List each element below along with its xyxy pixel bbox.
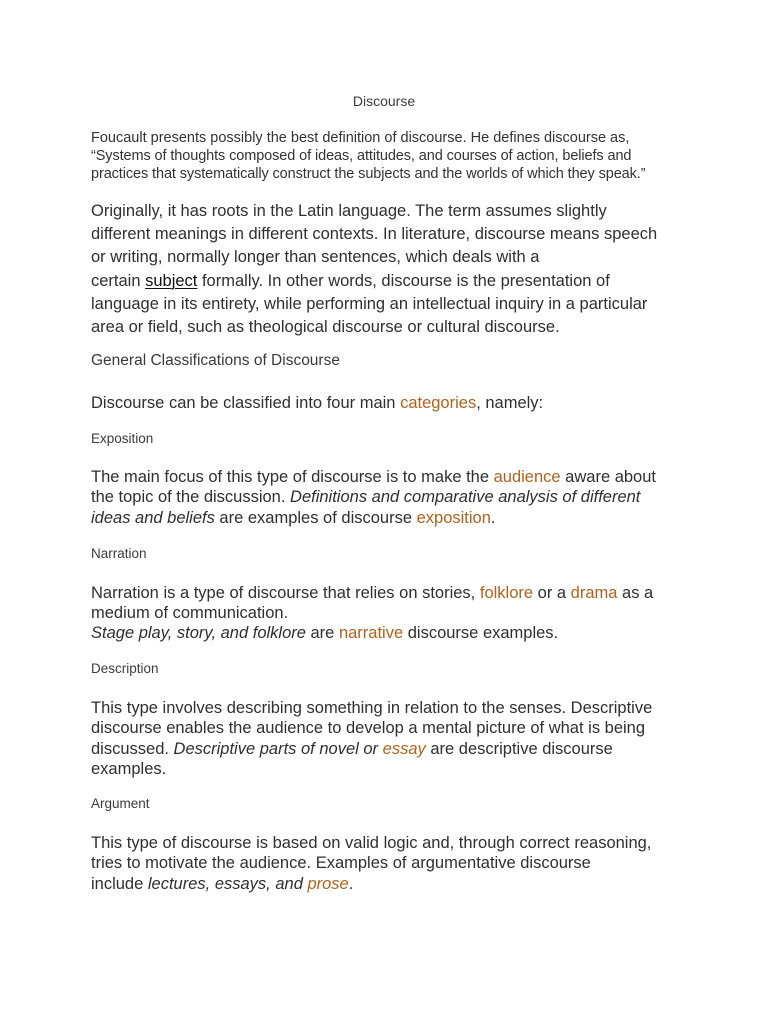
paragraph-line: This type involves describing something in relation to the senses. Descriptive <box>91 699 653 717</box>
paragraph-line: different meanings in different contexts. In literature, discourse means speech <box>91 225 658 244</box>
text-span: include <box>91 874 148 893</box>
paragraph-line: or writing, normally longer than sentences, which deals with a <box>91 248 540 267</box>
paragraph-line <box>91 583 681 603</box>
text-span: are examples of discourse <box>214 508 417 527</box>
text-span: as a <box>617 584 654 602</box>
italic-text: lectures, essays, and <box>147 874 308 893</box>
paragraph-line: This type of discourse is based on valid logic and, through correct reasoning, <box>91 834 652 852</box>
paragraph-line: medium of communication. <box>91 604 289 622</box>
text-span: aware about <box>560 468 656 486</box>
paragraph-line: Originally, it has roots in the Latin language. The term assumes slightly <box>91 202 607 220</box>
paragraph-line: examples. <box>91 760 167 779</box>
paragraph-line: area or field, such as theological discourse or cultural discourse. <box>91 318 560 337</box>
intro-paragraph <box>91 129 691 183</box>
paragraph-line <box>91 874 681 894</box>
text-span: Narration is a type of discourse that relies on stories, <box>91 584 480 602</box>
text-span: are <box>305 624 339 642</box>
paragraph-line <box>91 623 681 643</box>
origin-paragraph <box>91 200 681 339</box>
categories-link[interactable]: categories <box>400 394 477 412</box>
text-span: The main focus of this type of discourse is to make the <box>91 468 494 486</box>
exposition-paragraph <box>91 467 681 528</box>
narrative-link[interactable]: narrative <box>338 624 404 642</box>
exposition-heading: Exposition <box>91 431 154 446</box>
intro-quote-line: practices that systematically construct the subjects and the worlds of which they speak.” <box>91 166 646 182</box>
categories-paragraph <box>91 393 681 413</box>
drama-link[interactable]: drama <box>570 584 618 602</box>
paragraph-line: tries to motivate the audience. Examples of argumentative discourse <box>91 854 591 873</box>
italic-text: ideas and beliefs <box>91 508 215 527</box>
exposition-link[interactable]: exposition <box>416 508 491 527</box>
paragraph-line: language in its entirety, while performing an intellectual inquiry in a particular <box>91 294 648 313</box>
argument-paragraph <box>91 833 681 894</box>
folklore-link[interactable]: folklore <box>479 584 534 602</box>
text-span: , namely: <box>476 394 544 412</box>
document-title: Discourse <box>352 93 416 109</box>
italic-text: Stage play, story, and folklore <box>91 624 306 642</box>
prose-link[interactable]: prose <box>307 874 349 893</box>
text-span: are descriptive discourse <box>425 739 613 758</box>
intro-quote-line: “Systems of thoughts composed of ideas, attitudes, and courses of action, beliefs and <box>91 148 632 164</box>
paragraph-line <box>91 270 681 293</box>
description-paragraph <box>91 698 681 780</box>
argument-heading: Argument <box>91 796 150 811</box>
classifications-heading: General Classifications of Discourse <box>91 352 340 369</box>
paragraph-line: discourse enables the audience to develop a mental picture of what is being <box>91 719 646 738</box>
text-span: the topic of the discussion. <box>91 488 291 507</box>
text-span: discussed. <box>91 739 174 758</box>
description-heading: Description <box>91 661 159 676</box>
subject-link[interactable]: subject <box>145 271 198 290</box>
paragraph-line <box>91 487 681 507</box>
essay-link[interactable]: essay <box>382 739 426 758</box>
paragraph-line <box>91 739 681 759</box>
audience-link[interactable]: audience <box>493 468 561 486</box>
narration-paragraph <box>91 583 681 643</box>
text-span: certain <box>91 271 146 290</box>
text-span: or a <box>533 584 571 602</box>
paragraph-line <box>91 467 681 487</box>
italic-text: Definitions and comparative analysis of different <box>290 488 641 507</box>
narration-heading: Narration <box>91 546 147 561</box>
text-span: Discourse can be classified into four main <box>91 394 401 412</box>
text-span: . <box>490 508 496 527</box>
italic-text: Descriptive parts of novel or <box>173 739 383 758</box>
paragraph-line <box>91 508 681 528</box>
text-span: formally. In other words, discourse is the presentation of <box>197 271 610 290</box>
intro-line: Foucault presents possibly the best definition of discourse. He defines discourse as, <box>91 130 630 146</box>
text-span: discourse examples. <box>403 624 559 642</box>
text-span: . <box>348 874 354 893</box>
